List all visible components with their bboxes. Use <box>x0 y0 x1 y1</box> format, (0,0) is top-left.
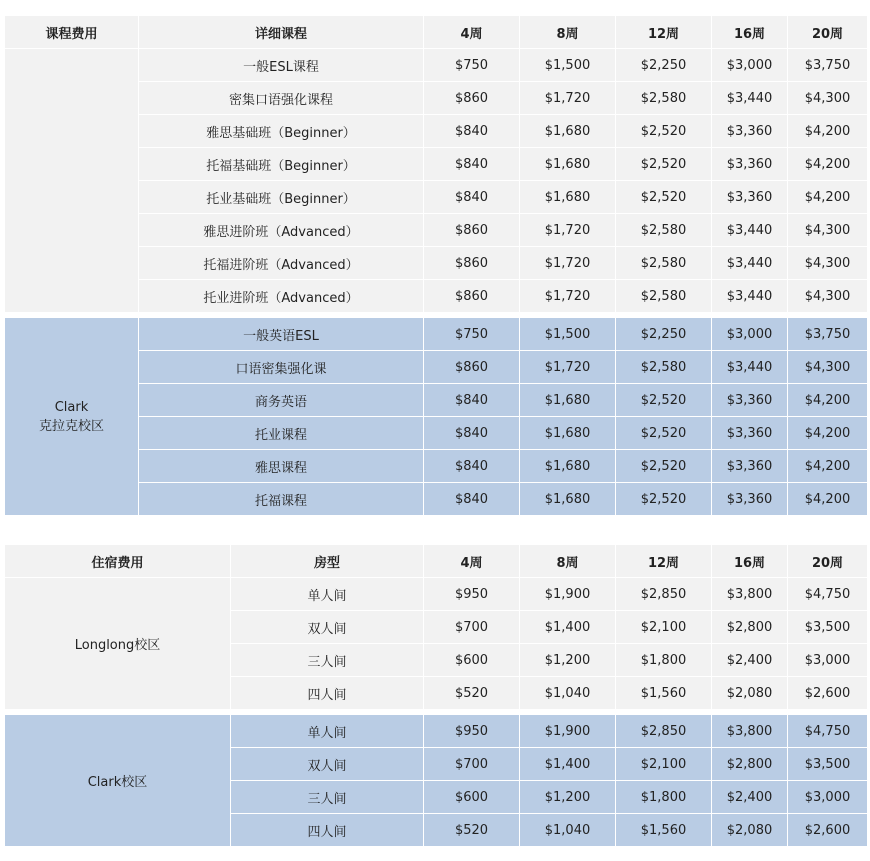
column-header: 8周 <box>520 16 615 48</box>
price-cell: $2,520 <box>616 483 711 515</box>
price-cell: $2,520 <box>616 148 711 180</box>
price-cell: $840 <box>424 483 519 515</box>
price-cell: $3,800 <box>712 578 787 610</box>
price-cell: $2,250 <box>616 49 711 81</box>
price-cell: $3,360 <box>712 148 787 180</box>
price-cell: $3,750 <box>788 318 867 350</box>
price-cell: $1,680 <box>520 450 615 482</box>
group-separator <box>5 313 867 317</box>
room-cell: 三人间 <box>231 644 423 676</box>
column-header: 4周 <box>424 545 519 577</box>
price-cell: $2,100 <box>616 611 711 643</box>
course-cell: 托业课程 <box>139 417 423 449</box>
price-cell: $1,720 <box>520 82 615 114</box>
price-cell: $860 <box>424 280 519 312</box>
course-cell: 雅思课程 <box>139 450 423 482</box>
price-cell: $2,800 <box>712 748 787 780</box>
price-cell: $2,100 <box>616 748 711 780</box>
room-cell: 四人间 <box>231 814 423 846</box>
price-cell: $3,360 <box>712 181 787 213</box>
price-cell: $4,750 <box>788 578 867 610</box>
price-cell: $4,300 <box>788 214 867 246</box>
room-cell: 单人间 <box>231 578 423 610</box>
header-row <box>5 545 867 577</box>
column-header: 16周 <box>712 16 787 48</box>
course-cell: 一般ESL课程 <box>139 49 423 81</box>
course-cell: 口语密集强化课 <box>139 351 423 383</box>
price-cell: $1,680 <box>520 115 615 147</box>
price-cell: $3,440 <box>712 280 787 312</box>
price-cell: $4,200 <box>788 384 867 416</box>
price-cell: $2,580 <box>616 247 711 279</box>
price-cell: $860 <box>424 247 519 279</box>
price-cell: $2,600 <box>788 677 867 709</box>
price-cell: $2,080 <box>712 677 787 709</box>
price-cell: $1,040 <box>520 814 615 846</box>
table-row <box>5 318 867 350</box>
tuition-fee-table <box>4 15 868 516</box>
price-cell: $2,580 <box>616 351 711 383</box>
price-cell: $3,000 <box>712 49 787 81</box>
price-cell: $1,680 <box>520 483 615 515</box>
price-cell: $4,750 <box>788 715 867 747</box>
price-cell: $1,900 <box>520 578 615 610</box>
price-cell: $1,720 <box>520 280 615 312</box>
price-cell: $840 <box>424 450 519 482</box>
campus-cell <box>5 49 138 312</box>
price-cell: $3,440 <box>712 214 787 246</box>
price-cell: $2,250 <box>616 318 711 350</box>
price-cell: $1,500 <box>520 318 615 350</box>
price-cell: $1,040 <box>520 677 615 709</box>
price-cell: $2,600 <box>788 814 867 846</box>
price-cell: $2,580 <box>616 214 711 246</box>
price-cell: $1,720 <box>520 351 615 383</box>
price-cell: $2,520 <box>616 384 711 416</box>
price-cell: $3,440 <box>712 82 787 114</box>
campus-name-line: Clark <box>54 399 89 415</box>
column-header: 4周 <box>424 16 519 48</box>
price-cell: $1,400 <box>520 611 615 643</box>
column-header: 20周 <box>788 16 867 48</box>
price-cell: $1,720 <box>520 247 615 279</box>
price-cell: $3,440 <box>712 247 787 279</box>
price-cell: $4,200 <box>788 181 867 213</box>
separator-cell <box>5 710 867 714</box>
course-cell: 托福课程 <box>139 483 423 515</box>
price-cell: $860 <box>424 214 519 246</box>
room-cell: 单人间 <box>231 715 423 747</box>
price-cell: $1,680 <box>520 384 615 416</box>
price-cell: $4,300 <box>788 351 867 383</box>
price-cell: $3,000 <box>788 781 867 813</box>
table-row <box>5 715 867 747</box>
price-cell: $950 <box>424 715 519 747</box>
price-cell: $840 <box>424 181 519 213</box>
price-cell: $3,360 <box>712 483 787 515</box>
price-cell: $2,400 <box>712 781 787 813</box>
price-cell: $1,680 <box>520 148 615 180</box>
price-cell: $1,720 <box>520 214 615 246</box>
price-cell: $2,080 <box>712 814 787 846</box>
price-cell: $3,000 <box>712 318 787 350</box>
price-cell: $840 <box>424 115 519 147</box>
price-cell: $2,520 <box>616 417 711 449</box>
course-cell: 密集口语强化课程 <box>139 82 423 114</box>
column-header: 12周 <box>616 545 711 577</box>
price-cell: $700 <box>424 611 519 643</box>
room-cell: 双人间 <box>231 611 423 643</box>
price-cell: $4,300 <box>788 247 867 279</box>
price-cell: $520 <box>424 677 519 709</box>
column-header: 16周 <box>712 545 787 577</box>
price-cell: $1,560 <box>616 814 711 846</box>
price-cell: $2,580 <box>616 280 711 312</box>
price-cell: $1,500 <box>520 49 615 81</box>
campus-cell <box>5 318 138 515</box>
campus-cell: Clark校区 <box>5 715 230 846</box>
price-cell: $1,560 <box>616 677 711 709</box>
price-cell: $520 <box>424 814 519 846</box>
price-cell: $3,360 <box>712 115 787 147</box>
price-cell: $840 <box>424 384 519 416</box>
price-cell: $3,500 <box>788 748 867 780</box>
price-cell: $840 <box>424 148 519 180</box>
column-header: 课程费用 <box>5 16 138 48</box>
price-cell: $3,500 <box>788 611 867 643</box>
price-cell: $4,200 <box>788 148 867 180</box>
table-row <box>5 578 867 610</box>
price-cell: $4,300 <box>788 82 867 114</box>
price-cell: $750 <box>424 49 519 81</box>
price-cell: $3,360 <box>712 417 787 449</box>
room-cell: 四人间 <box>231 677 423 709</box>
price-cell: $4,200 <box>788 450 867 482</box>
housing-fee-table <box>4 544 868 847</box>
price-cell: $3,750 <box>788 49 867 81</box>
price-cell: $2,580 <box>616 82 711 114</box>
campus-cell: Longlong校区 <box>5 578 230 709</box>
column-header: 12周 <box>616 16 711 48</box>
price-cell: $840 <box>424 417 519 449</box>
course-cell: 一般英语ESL <box>139 318 423 350</box>
room-cell: 双人间 <box>231 748 423 780</box>
price-cell: $4,300 <box>788 280 867 312</box>
column-header: 详细课程 <box>139 16 423 48</box>
price-cell: $1,800 <box>616 644 711 676</box>
header-row <box>5 16 867 48</box>
price-cell: $2,850 <box>616 578 711 610</box>
course-cell: 托业进阶班（Advanced） <box>139 280 423 312</box>
separator-cell <box>5 313 867 317</box>
column-header: 房型 <box>231 545 423 577</box>
price-cell: $3,360 <box>712 450 787 482</box>
price-cell: $3,800 <box>712 715 787 747</box>
price-cell: $600 <box>424 644 519 676</box>
price-cell: $2,520 <box>616 181 711 213</box>
price-cell: $750 <box>424 318 519 350</box>
price-cell: $4,200 <box>788 115 867 147</box>
group-separator <box>5 710 867 714</box>
course-cell: 托福基础班（Beginner） <box>139 148 423 180</box>
price-cell: $700 <box>424 748 519 780</box>
column-header: 20周 <box>788 545 867 577</box>
column-header: 8周 <box>520 545 615 577</box>
price-cell: $1,680 <box>520 417 615 449</box>
price-cell: $860 <box>424 351 519 383</box>
price-cell: $2,850 <box>616 715 711 747</box>
price-cell: $3,440 <box>712 351 787 383</box>
price-cell: $2,520 <box>616 115 711 147</box>
price-cell: $600 <box>424 781 519 813</box>
campus-name-line: 克拉克校区 <box>38 418 104 434</box>
price-cell: $1,800 <box>616 781 711 813</box>
price-cell: $4,200 <box>788 417 867 449</box>
price-cell: $1,900 <box>520 715 615 747</box>
price-cell: $3,000 <box>788 644 867 676</box>
column-header: 住宿费用 <box>5 545 230 577</box>
price-cell: $1,200 <box>520 781 615 813</box>
price-cell: $2,400 <box>712 644 787 676</box>
price-cell: $3,360 <box>712 384 787 416</box>
course-cell: 托福进阶班（Advanced） <box>139 247 423 279</box>
price-cell: $2,800 <box>712 611 787 643</box>
course-cell: 商务英语 <box>139 384 423 416</box>
room-cell: 三人间 <box>231 781 423 813</box>
price-cell: $1,400 <box>520 748 615 780</box>
course-cell: 雅思基础班（Beginner） <box>139 115 423 147</box>
price-cell: $2,520 <box>616 450 711 482</box>
price-cell: $4,200 <box>788 483 867 515</box>
price-cell: $950 <box>424 578 519 610</box>
price-cell: $860 <box>424 82 519 114</box>
course-cell: 雅思进阶班（Advanced） <box>139 214 423 246</box>
price-cell: $1,680 <box>520 181 615 213</box>
table-row <box>5 49 867 81</box>
price-cell: $1,200 <box>520 644 615 676</box>
course-cell: 托业基础班（Beginner） <box>139 181 423 213</box>
